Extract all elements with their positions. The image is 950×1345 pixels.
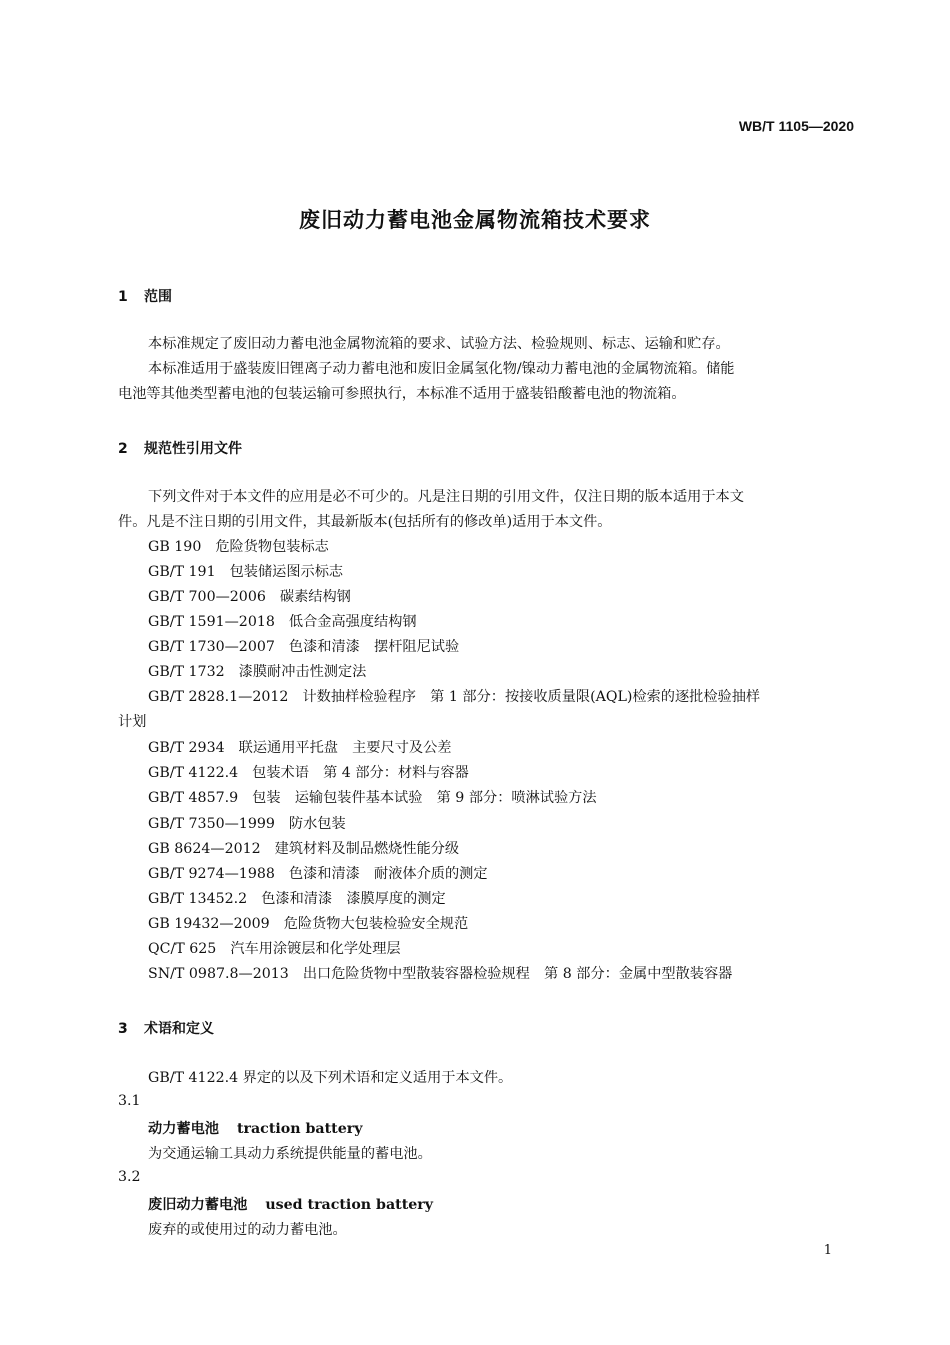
reference-title: 计数抽样检验程序 第 1 部分：按接收质量限(AQL)检索的逐批检验抽样 xyxy=(302,689,761,705)
reference-item xyxy=(148,937,401,962)
reference-code: GB/T 1732 xyxy=(148,664,225,680)
reference-code: QC/T 625 xyxy=(148,941,217,957)
term-definition: 为交通运输工具动力系统提供能量的蓄电池。 xyxy=(148,1146,432,1162)
reference-title: 包装储运图示标志 xyxy=(229,564,344,580)
reference-item xyxy=(148,862,488,887)
term-en: traction battery xyxy=(236,1121,363,1137)
section-2-intro xyxy=(118,485,854,535)
paragraph-line: 件。凡是不注日期的引用文件，其最新版本(包括所有的修改单)适用于本文件。 xyxy=(118,514,612,530)
reference-title: 危险货物大包装检验安全规范 xyxy=(283,916,469,932)
reference-code: GB 8624—2012 xyxy=(148,841,261,857)
reference-title: 建筑材料及制品燃烧性能分级 xyxy=(274,841,460,857)
section-1-paragraph-1 xyxy=(118,332,854,357)
paragraph-line: 本标准适用于盛装废旧锂离子动力蓄电池和废旧金属氢化物/镍动力蓄电池的金属物流箱。储能 xyxy=(148,361,735,377)
reference-title: 低合金高强度结构钢 xyxy=(288,614,417,630)
reference-item xyxy=(148,837,459,862)
reference-code: GB/T 191 xyxy=(148,564,216,580)
reference-title: 危险货物包装标志 xyxy=(215,539,329,555)
reference-title: 出口危险货物中型散装容器检验规程 第 8 部分：金属中型散装容器 xyxy=(302,966,733,982)
section-title: 范围 xyxy=(144,289,172,305)
paragraph-line: 电池等其他类型蓄电池的包装运输可参照执行，本标准不适用于盛装铅酸蓄电池的物流箱。 xyxy=(118,386,686,402)
reference-item xyxy=(118,685,761,735)
reference-title-continuation: 计划 xyxy=(118,714,147,730)
reference-item xyxy=(148,660,366,685)
reference-item xyxy=(148,736,451,761)
reference-item xyxy=(148,560,343,585)
section-title: 规范性引用文件 xyxy=(144,441,242,457)
reference-item xyxy=(148,786,597,811)
reference-title: 联运通用平托盘 主要尺寸及公差 xyxy=(238,740,452,756)
reference-code: GB 19432—2009 xyxy=(148,916,270,932)
term-number: 3.1 xyxy=(118,1093,141,1109)
term-zh: 废旧动力蓄电池 xyxy=(148,1197,248,1213)
term-number: 3.2 xyxy=(118,1169,141,1185)
section-3-intro: GB/T 4122.4 界定的以及下列术语和定义适用于本文件。 xyxy=(148,1070,513,1086)
reference-title: 包装术语 第 4 部分：材料与容器 xyxy=(252,765,469,781)
term-definition: 废弃的或使用过的动力蓄电池。 xyxy=(148,1222,347,1238)
term-heading xyxy=(148,1194,433,1214)
section-1-heading xyxy=(118,286,172,306)
reference-item xyxy=(148,610,417,635)
reference-code: GB/T 2828.1—2012 xyxy=(148,689,289,705)
reference-item xyxy=(148,887,446,912)
reference-item xyxy=(148,635,459,660)
reference-title: 漆膜耐冲击性测定法 xyxy=(238,664,367,680)
reference-item xyxy=(148,812,346,837)
section-number: 2 xyxy=(118,441,128,457)
section-title: 术语和定义 xyxy=(144,1021,214,1037)
reference-title: 包装 运输包装件基本试验 第 9 部分：喷淋试验方法 xyxy=(252,790,597,806)
reference-title: 色漆和清漆 漆膜厚度的测定 xyxy=(261,891,446,907)
reference-title: 防水包装 xyxy=(288,816,346,832)
reference-code: SN/T 0987.8—2013 xyxy=(148,966,289,982)
section-2-heading xyxy=(118,438,242,458)
paragraph-line: 本标准规定了废旧动力蓄电池金属物流箱的要求、试验方法、检验规则、标志、运输和贮存。 xyxy=(148,336,730,352)
term-zh: 动力蓄电池 xyxy=(148,1121,219,1137)
reference-item xyxy=(148,912,468,937)
reference-code: GB/T 2934 xyxy=(148,740,225,756)
reference-item xyxy=(148,761,469,786)
section-1-paragraph-2 xyxy=(118,357,854,407)
reference-code: GB/T 1591—2018 xyxy=(148,614,275,630)
reference-code: GB/T 1730—2007 xyxy=(148,639,275,655)
section-3-heading xyxy=(118,1018,214,1038)
section-number: 3 xyxy=(118,1021,128,1037)
section-number: 1 xyxy=(118,289,128,305)
reference-title: 色漆和清漆 耐液体介质的测定 xyxy=(288,866,488,882)
page-number: 1 xyxy=(823,1243,832,1258)
reference-item xyxy=(148,585,351,610)
reference-code: GB/T 13452.2 xyxy=(148,891,248,907)
term-en: used traction battery xyxy=(265,1197,434,1213)
paragraph-line: 下列文件对于本文件的应用是必不可少的。凡是注日期的引用文件，仅注日期的版本适用于本文 xyxy=(148,489,744,505)
reference-code: GB/T 9274—1988 xyxy=(148,866,275,882)
reference-code: GB/T 4122.4 xyxy=(148,765,239,781)
reference-item xyxy=(148,535,329,560)
reference-title: 汽车用涂镀层和化学处理层 xyxy=(230,941,401,957)
term-heading xyxy=(148,1118,362,1138)
reference-title: 碳素结构钢 xyxy=(279,589,351,605)
document-title: 废旧动力蓄电池金属物流箱技术要求 xyxy=(299,208,651,232)
standard-number: WB/T 1105—2020 xyxy=(738,118,854,134)
reference-item xyxy=(148,962,732,987)
reference-code: GB 190 xyxy=(148,539,202,555)
reference-title: 色漆和清漆 摆杆阻尼试验 xyxy=(288,639,460,655)
reference-code: GB/T 700—2006 xyxy=(148,589,266,605)
reference-code: GB/T 4857.9 xyxy=(148,790,239,806)
reference-code: GB/T 7350—1999 xyxy=(148,816,275,832)
